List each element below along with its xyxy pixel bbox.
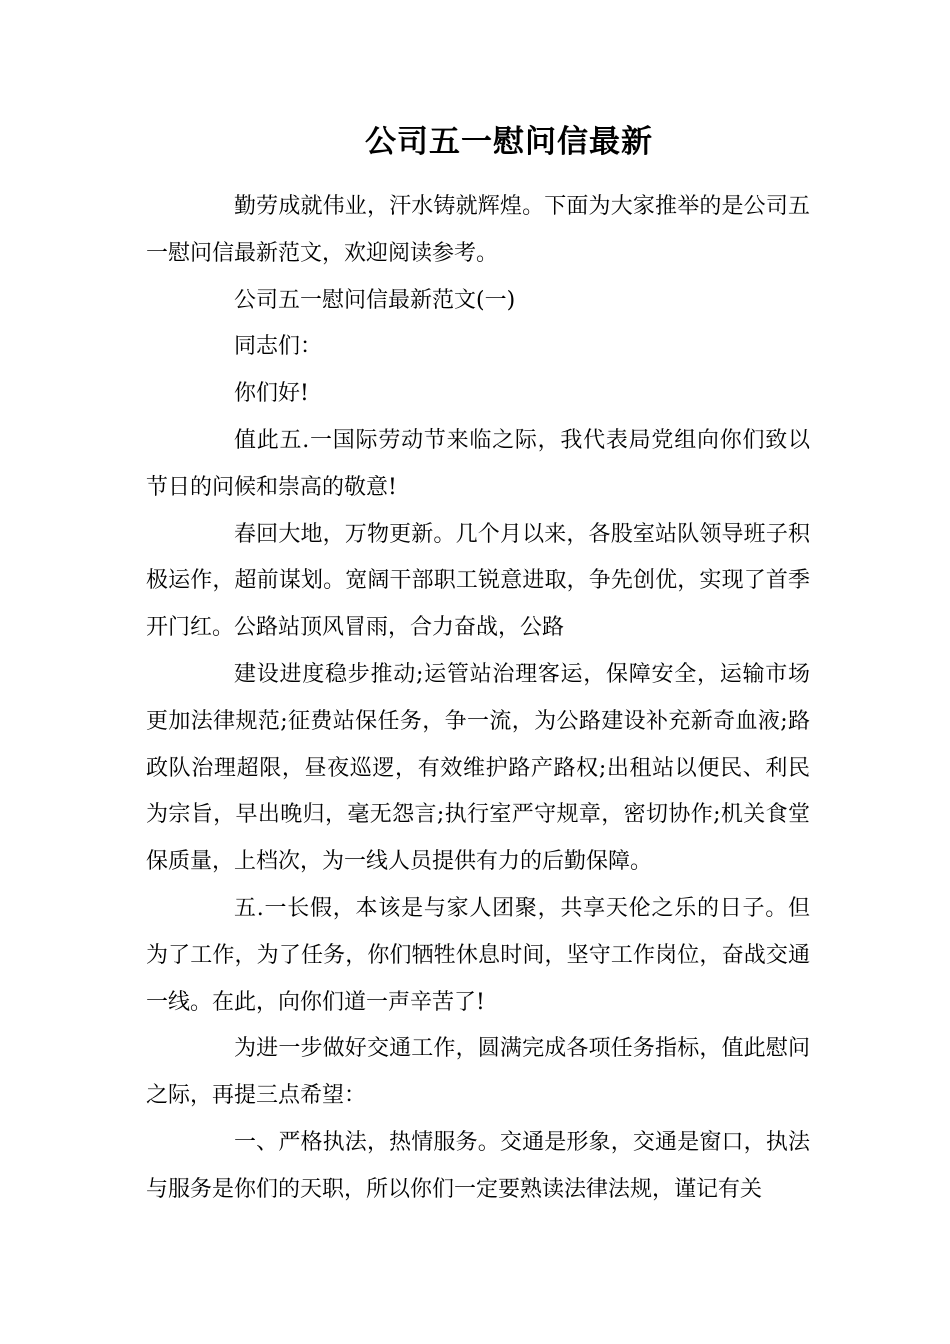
paragraph-hopes-intro: 为进一步做好交通工作，圆满完成各项任务指标，值此慰问之际，再提三点希望：: [146, 1036, 810, 1109]
paragraph-sample-heading: 公司五一慰问信最新范文(一): [234, 287, 516, 313]
paragraph-intro: 勤劳成就伟业，汗水铸就辉煌。下面为大家推举的是公司五一慰问信最新范文，欢迎阅读参考。: [146, 194, 810, 266]
document-body: [146, 184, 810, 1214]
paragraph-regards: 值此五.一国际劳动节来临之际，我代表局党组向你们致以节日的问候和崇高的敬意!: [146, 427, 810, 500]
paragraph-greeting: 你们好!: [234, 381, 309, 407]
paragraph-holiday: 五.一长假，本该是与家人团聚，共享天伦之乐的日子。但为了工作，为了任务，你们牺牲休息时间，坚守工作岗位，奋战交通一线。在此，向你们道一声辛苦了!: [146, 895, 810, 1015]
paragraph-achievements: 春回大地，万物更新。几个月以来，各股室站队领导班子积极运作，超前谋划。宽阔干部职工锐意进取，争先创优，实现了首季开门红。公路站顶风冒雨，合力奋战，公路: [146, 521, 810, 641]
paragraph-departments: 建设进度稳步推动;运管站治理客运，保障安全，运输市场更加法律规范;征费站保任务，争一流，为公路建设补充新奇血液;路政队治理超限，昼夜巡逻，有效维护路产路权;出租站以便民、利民为宗旨，早出晚归，毫无怨言;执行室严守规章，密切协作;机关食堂保质量，上档次，为一线人员提供有力的后勤保障。: [146, 661, 810, 875]
paragraph-salutation: 同志们：: [234, 334, 323, 360]
paragraph-hope-one: 一、严格执法，热情服务。交通是形象，交通是窗口，执法与服务是你们的天职，所以你们一定要熟读法律法规，谨记有关: [146, 1129, 810, 1202]
document-title: 公司五一慰问信最新: [365, 124, 653, 160]
